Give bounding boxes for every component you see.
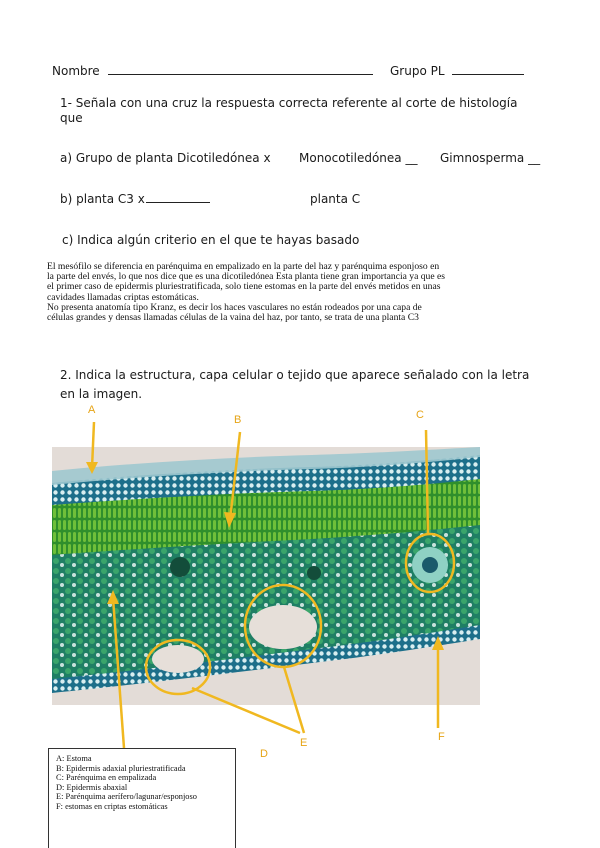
answer-line: células grandes y densas llamadas células de la vaina del haz, por tanto, se trata de una planta C3 <box>47 312 419 324</box>
circle-d <box>146 640 210 694</box>
arrow-c <box>426 430 428 535</box>
group-label: Grupo PL <box>390 64 445 78</box>
answer-line: la parte del envés, lo que nos dice que es una dicotiledónea Esta planta tiene gran importancia ya que es <box>47 271 445 283</box>
label-e: E <box>300 737 308 749</box>
label-c: C <box>416 409 424 421</box>
legend-item: A: Estoma <box>56 754 92 763</box>
legend-item: F: estomas en criptas estomáticas <box>56 801 168 811</box>
label-d: D <box>260 748 268 760</box>
question1-title-line2: que <box>60 111 83 125</box>
legend-item: C: Parénquima en empalizada <box>56 773 157 783</box>
line-e2 <box>284 667 304 733</box>
circle-c <box>406 534 454 592</box>
question1-b-option1[interactable]: b) planta C3 x <box>60 192 145 206</box>
label-a: A <box>88 404 96 416</box>
question1-a-option1[interactable]: a) Grupo de planta Dicotiledónea x <box>60 151 271 165</box>
question1-a-option3[interactable]: Gimnosperma __ <box>440 151 541 165</box>
question1-a-option2[interactable]: Monocotiledónea __ <box>299 151 418 165</box>
arrow-b-head <box>224 512 236 528</box>
question1-b-option2[interactable]: planta C <box>310 192 361 206</box>
arrow-legend-head <box>107 590 119 604</box>
question1-title-line1: 1- Señala con una cruz la respuesta correcta referente al corte de histología <box>60 96 518 110</box>
circle-e1 <box>245 585 321 667</box>
arrow-legend-line <box>113 598 124 748</box>
arrow-f-head <box>432 636 444 650</box>
arrow-a <box>92 422 94 468</box>
arrow-a-head <box>86 462 98 474</box>
question2-title-line1: 2. Indica la estructura, capa celular o tejido que aparece señalado con la letra <box>60 368 530 382</box>
label-b: B <box>234 414 242 426</box>
legend-item: E: Parénquima aerífero/lagunar/esponjoso <box>56 792 197 802</box>
arrow-b <box>230 432 240 520</box>
name-label: Nombre <box>52 64 100 78</box>
question1-c-prompt: c) Indica algún criterio en el que te hayas basado <box>62 233 360 247</box>
question2-title-line2: en la imagen. <box>60 387 143 401</box>
answer-line: el primer caso de epidermis pluriestratificada, solo tiene estomas en la parte del envés metidos en unas <box>47 281 441 293</box>
line-e1 <box>192 688 300 733</box>
answer-line: cavidades llamadas criptas estomáticas. <box>47 291 199 303</box>
legend-item: B: Epidermis adaxial pluriestratificada <box>56 763 186 773</box>
answer-legend-box <box>48 748 236 848</box>
label-f: F <box>438 731 445 743</box>
legend-item: D: Epidermis abaxial <box>56 782 128 792</box>
answer-line: El mesófilo se diferencia en parénquima en empalizado en la parte del haz y parénquima esponjoso en <box>47 261 440 272</box>
answer-line: No presenta anatomía tipo Kranz, es decir los haces vasculares no están rodeados por una capa de <box>47 301 422 313</box>
